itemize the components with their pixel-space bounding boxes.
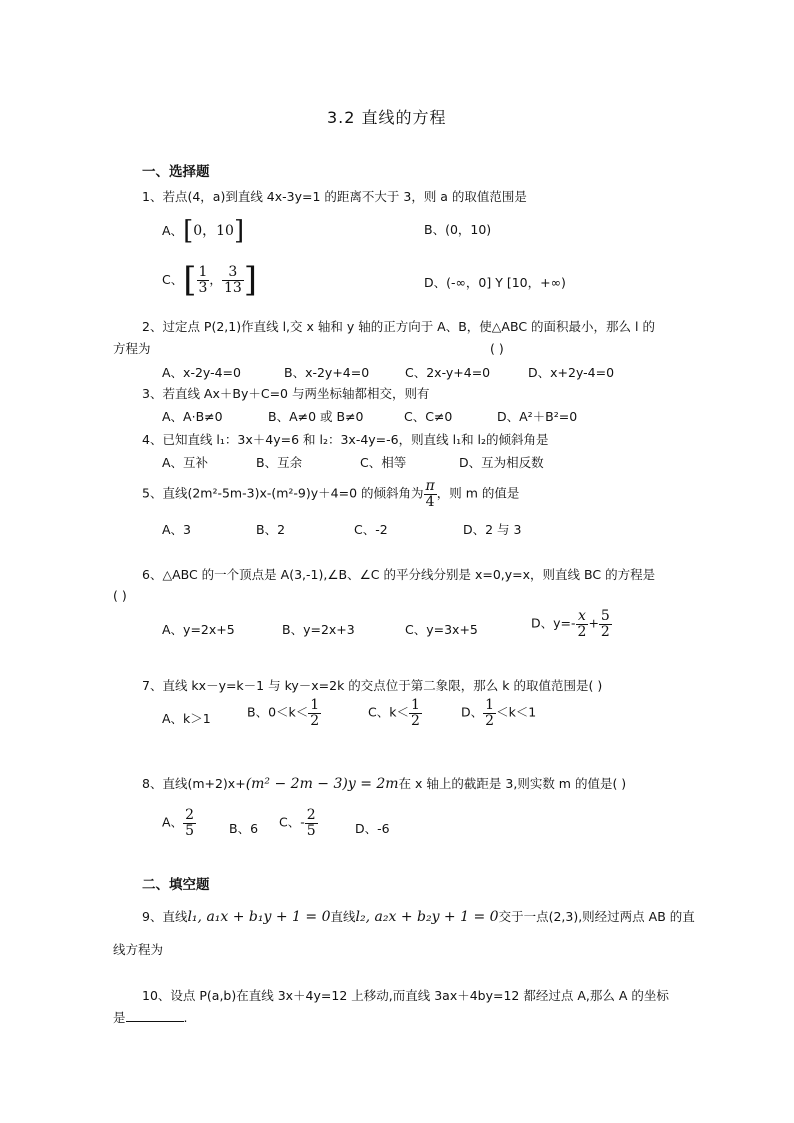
question-1-option-d: D、(-∞，0] Y [10，+∞) xyxy=(424,275,566,290)
stem-text: 直线 xyxy=(330,909,356,924)
question-7-option-d xyxy=(461,698,536,728)
question-9-stem xyxy=(142,909,695,926)
option-text: C、k＜ xyxy=(368,704,409,720)
denominator: 5 xyxy=(306,822,316,839)
fraction xyxy=(197,265,210,295)
question-2-option-d: D、x+2y-4=0 xyxy=(528,365,615,380)
question-5-option-b: B、2 xyxy=(256,522,286,537)
question-6-stem-line2: ( ) xyxy=(113,588,127,603)
line-symbol: l₂ xyxy=(355,909,366,925)
numerator: 1 xyxy=(485,697,495,713)
line-symbol: l₁ xyxy=(187,909,198,925)
denominator: 13 xyxy=(223,279,242,296)
equation: , a₂x + b₂y + 1 = 0 xyxy=(365,909,499,925)
option-text: C、- xyxy=(279,814,305,830)
question-6-option-d xyxy=(531,609,612,639)
fraction xyxy=(308,698,321,728)
option-text: D、 xyxy=(461,704,484,720)
question-1-option-c xyxy=(162,260,257,301)
stem-text: ，则 m 的值是 xyxy=(436,485,520,501)
denominator: 2 xyxy=(485,712,495,729)
option-label: A、 xyxy=(162,223,184,239)
question-2-option-c: C、2x-y+4=0 xyxy=(405,365,491,380)
option-text: B、0＜k＜ xyxy=(247,704,309,720)
question-3-option-d: D、A²＋B²=0 xyxy=(497,409,578,424)
question-7-stem: 7、直线 kx－y=k－1 与 ky－x=2k 的交点位于第二象限，那么 k 的取值范围是( ) xyxy=(142,678,603,693)
numerator: 1 xyxy=(310,697,320,713)
numerator: 3 xyxy=(222,265,244,281)
fraction xyxy=(183,808,196,838)
denominator: 3 xyxy=(198,279,208,296)
question-8-option-a xyxy=(162,808,196,838)
bracket-right: ] xyxy=(243,260,258,300)
question-3-option-a: A、A·B≠0 xyxy=(162,409,223,424)
fraction xyxy=(424,479,437,509)
question-7-option-a: A、k＞1 xyxy=(162,711,211,726)
question-3-stem: 3、若直线 Ax＋By＋C=0 与两坐标轴都相交，则有 xyxy=(142,386,430,401)
denominator: 5 xyxy=(185,822,194,839)
answer-blank[interactable] xyxy=(126,1009,184,1022)
question-8-option-d: D、-6 xyxy=(355,821,390,836)
question-5-option-a: A、3 xyxy=(162,522,192,537)
stem-text: 在 x 轴上的截距是 3,则实数 m 的值是( ) xyxy=(398,776,627,791)
separator: ， xyxy=(209,271,222,287)
question-2-stem-line2: 方程为 xyxy=(113,341,151,356)
question-8-option-c xyxy=(279,808,318,838)
question-2-stem-line1: 2、过定点 P(2,1)作直线 l,交 x 轴和 y 轴的正方向于 A、B，使△ABC 的面积最小，那么 l 的 xyxy=(142,319,655,334)
question-10-stem-line1: 10、设点 P(a,b)在直线 3x＋4y=12 上移动,而直线 3ax＋4by=12 都经过点 A,那么 A 的坐标 xyxy=(142,988,669,1003)
question-1-stem: 1、若点(4，a)到直线 4x-3y=1 的距离不大于 3，则 a 的取值范围是 xyxy=(142,189,527,204)
equation: , a₁x + b₁y + 1 = 0 xyxy=(197,909,331,925)
interval-values: 0，10 xyxy=(193,223,234,240)
question-2-option-b: B、x-2y+4=0 xyxy=(284,365,370,380)
bracket-right: ] xyxy=(233,216,245,246)
question-4-option-a: A、互补 xyxy=(162,455,209,470)
plus-sign: + xyxy=(588,615,599,631)
question-4-option-b: B、互余 xyxy=(256,455,303,470)
fraction xyxy=(483,698,496,728)
question-6-option-b: B、y=2x+3 xyxy=(282,622,355,637)
stem-text: 9、直线 xyxy=(142,909,188,924)
question-9-stem-line2: 线方程为 xyxy=(113,942,164,957)
question-7-option-b xyxy=(247,698,321,728)
fraction xyxy=(409,698,422,728)
question-1-option-b: B、(0，10) xyxy=(424,222,492,237)
page-title: 3.2 直线的方程 xyxy=(327,108,447,127)
section-heading-fill: 二、填空题 xyxy=(142,877,210,893)
question-6-option-c: C、y=3x+5 xyxy=(405,622,478,637)
numerator: 2 xyxy=(185,807,194,823)
denominator: 2 xyxy=(600,623,610,640)
question-5-option-c: C、-2 xyxy=(354,522,388,537)
question-3-option-b: B、A≠0 或 B≠0 xyxy=(268,409,364,424)
fraction xyxy=(222,265,244,295)
denominator: 4 xyxy=(425,493,435,510)
stem-text: . xyxy=(183,1010,188,1025)
section-heading-choice: 一、选择题 xyxy=(142,164,210,180)
numerator: x xyxy=(576,609,589,625)
equation: (m² − 2m − 3)y = 2m xyxy=(245,776,399,792)
numerator: π xyxy=(425,478,435,494)
question-6-stem-line1: 6、△ABC 的一个顶点是 A(3,-1),∠B、∠C 的平分线分别是 x=0,y=x，则直线 BC 的方程是 xyxy=(142,567,656,582)
question-2-option-a: A、x-2y-4=0 xyxy=(162,365,241,380)
question-8-stem xyxy=(142,776,626,793)
option-text: ＜k＜1 xyxy=(496,704,537,720)
question-4-option-c: C、相等 xyxy=(360,455,407,470)
fraction xyxy=(599,609,612,639)
fraction xyxy=(576,609,589,639)
answer-paren: ( ) xyxy=(490,341,504,356)
numerator: 1 xyxy=(198,264,208,281)
stem-text: 是 xyxy=(113,1010,126,1025)
question-5-option-d: D、2 与 3 xyxy=(463,522,522,537)
denominator: 2 xyxy=(577,623,587,640)
denominator: 2 xyxy=(310,712,320,729)
bracket-left: [ xyxy=(183,260,197,300)
stem-text: 交于一点(2,3),则经过两点 AB 的直 xyxy=(498,909,695,924)
bracket-left: [ xyxy=(183,216,194,246)
numerator: 1 xyxy=(410,697,420,713)
question-7-option-c xyxy=(368,698,422,728)
question-8-option-b: B、6 xyxy=(229,821,259,836)
option-text: A、 xyxy=(162,814,184,830)
question-4-option-d: D、互为相反数 xyxy=(459,455,544,470)
question-3-option-c: C、C≠0 xyxy=(404,409,453,424)
option-text: D、y=- xyxy=(531,615,576,631)
option-label: C、 xyxy=(162,271,184,287)
question-10-stem-line2 xyxy=(113,1009,188,1025)
numerator: 5 xyxy=(600,608,610,624)
fraction xyxy=(305,808,318,838)
numerator: 2 xyxy=(306,807,316,823)
denominator: 2 xyxy=(410,712,420,729)
stem-text: 8、直线(m+2)x+ xyxy=(142,776,246,791)
question-6-option-a: A、y=2x+5 xyxy=(162,622,235,637)
question-5-stem xyxy=(142,479,519,509)
question-4-stem: 4、已知直线 l₁：3x＋4y=6 和 l₂：3x-4y=-6，则直线 l₁和 l₂的倾斜角是 xyxy=(142,432,549,447)
question-1-option-a xyxy=(162,216,244,247)
stem-text: 5、直线(2m²-5m-3)x-(m²-9)y＋4=0 的倾斜角为 xyxy=(142,485,424,501)
